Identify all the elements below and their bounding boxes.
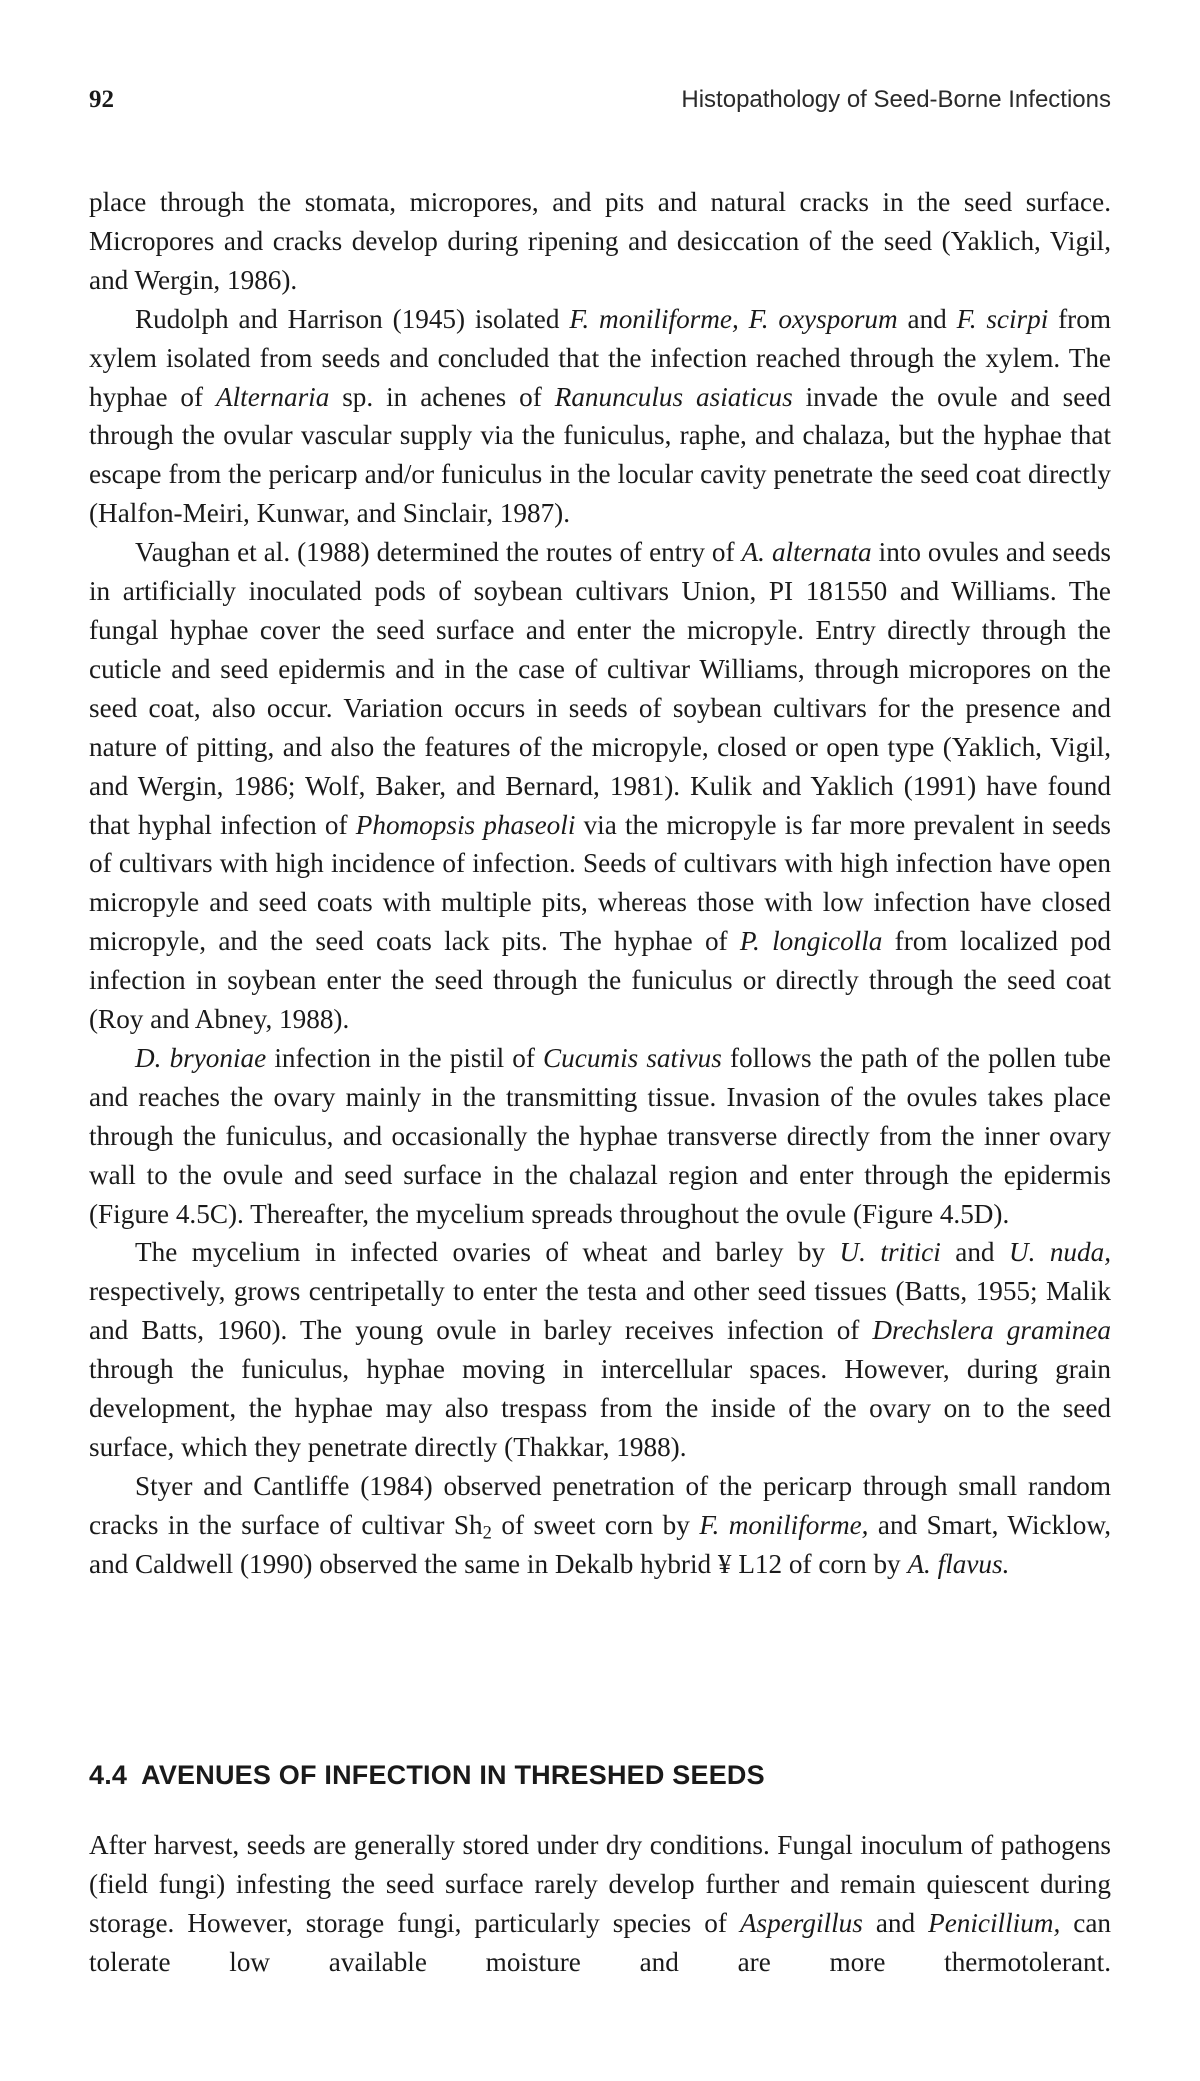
text-run: through the funiculus, hyphae moving in intercellular spaces. However, during grain development, the hyphae may also trespass from the inside of the ovary on to the seed surface, which they penetrate directly (Thakkar, 1988).: [89, 1354, 1111, 1462]
text-run: place through the stomata, micropores, and pits and natural cracks in the seed surface. Micropores and cracks develop during ripening and desiccation of the seed (Yaklich, Vigil, and Wergin, 1986).: [89, 187, 1111, 295]
italic-text: A. flavus.: [907, 1548, 1010, 1579]
italic-text: F. scirpi: [956, 303, 1049, 334]
text-run: Rudolph and Harrison (1945) isolated: [135, 303, 570, 334]
text-run: can tolerate low available moisture and are more thermotolerant.: [89, 1907, 1111, 1977]
section-number: 4.4: [89, 1760, 128, 1790]
italic-text: F. moniliforme,: [699, 1509, 869, 1540]
text-run: The mycelium in infected ovaries of wheat and barley by: [135, 1237, 840, 1268]
paragraph: [89, 183, 1111, 300]
paragraph: [89, 300, 1111, 533]
paragraph: [89, 1039, 1111, 1234]
italic-text: U. nuda,: [1008, 1237, 1111, 1268]
section-paragraph: [89, 1826, 1111, 1982]
text-run: from xylem isolated from seeds and concluded that the infection reached through the xylem. The hyphae of: [89, 303, 1111, 412]
body-text: [89, 183, 1111, 1584]
text-run: After harvest, seeds are generally stored under dry conditions. Fungal inoculum of pathogens (field fungi) infesting the seed surface rarely develop further and remain quiescent during storage. However, storage fungi, particularly species of: [89, 1830, 1111, 1938]
section-body: [89, 1826, 1111, 1982]
text-run: and Smart, Wicklow, and Caldwell (1990) observed the same in Dekalb hybrid ¥ L12 of corn by: [89, 1509, 1112, 1579]
text-run: from localized pod infection in soybean enter the seed through the funiculus or directly through the seed coat (Roy and Abney, 1988).: [89, 926, 1112, 1035]
running-header: [89, 86, 1111, 126]
text-run: respectively, grows centripetally to enter the testa and other seed tissues (Batts, 1955; Malik and Batts, 1960). The young ovule in barley receives infection of: [89, 1276, 1111, 1346]
italic-text: Ranunculus asiaticus: [554, 381, 793, 412]
text-run: infection in the pistil of: [266, 1042, 544, 1073]
subscript-text: 2: [482, 1522, 492, 1543]
text-run: into ovules and seeds in artificially inoculated pods of soybean cultivars Union, PI 181550 and Williams. The fungal hyphae cover the seed surface and enter the micropyle. Entry directly through the cuticle and seed epidermis and in the case of cultivar Williams, through micropores on the seed coat, also occur. Variation occurs in seeds of soybean cultivars for the presence and nature of pitting, and also the features of the micropyle, closed or open type (Yaklich, Vigil, and Wergin, 1986; Wolf, Baker, and Bernard, 1981). Kulik and Yaklich (1991) have found that hyphal infection of: [89, 537, 1112, 840]
running-title: Histopathology of Seed-Borne Infections: [681, 86, 1111, 113]
italic-text: U. tritici: [839, 1237, 941, 1268]
paragraph: [89, 1467, 1111, 1584]
text-run: and: [940, 1237, 1009, 1268]
italic-text: Penicillium,: [928, 1907, 1061, 1938]
text-run: Vaughan et al. (1988) determined the routes of entry of: [135, 537, 742, 568]
page-number: 92: [89, 86, 114, 113]
text-run: via the micropyle is far more prevalent in seeds of cultivars with high incidence of infection. Seeds of cultivars with high infection have open micropyle and seed coats with multiple pits, whereas those with low infection have closed micropyle, and the seed coats lack pits. The hyphae of: [89, 809, 1111, 957]
text-run: and: [897, 303, 957, 334]
section-title: AVENUES OF INFECTION IN THRESHED SEEDS: [141, 1760, 765, 1790]
text-run: of sweet corn by: [491, 1509, 700, 1540]
text-run: invade the ovule and seed through the ovular vascular supply via the funiculus, raphe, and chalaza, but the hyphae that escape from the pericarp and/or funiculus in the locular cavity penetrate the seed coat directly (Halfon-Meiri, Kunwar, and Sinclair, 1987).: [89, 381, 1111, 529]
italic-text: Aspergillus: [739, 1907, 863, 1938]
italic-text: A. alternata: [741, 537, 872, 568]
paragraph: [89, 1233, 1111, 1466]
text-run: sp. in achenes of: [329, 381, 555, 412]
italic-text: D. bryoniae: [135, 1042, 267, 1073]
section-heading: [89, 1760, 1111, 1791]
text-run: Styer and Cantliffe (1984) observed penetration of the pericarp through small random cracks in the surface of cultivar Sh: [89, 1470, 1111, 1540]
italic-text: Phomopsis phaseoli: [355, 809, 576, 840]
text-run: follows the path of the pollen tube and reaches the ovary mainly in the transmitting tissue. Invasion of the ovules takes place through the funiculus, and occasionally the hyphae transverse directly from the inner ovary wall to the ovule and seed surface in the chalazal region and enter through the epidermis (Figure 4.5C). Thereafter, the mycelium spreads throughout the ovule (Figure 4.5D).: [89, 1042, 1111, 1229]
italic-text: P. longicolla: [739, 926, 883, 957]
italic-text: F. moniliforme, F. oxysporum: [569, 303, 898, 334]
paragraph: [89, 533, 1111, 1039]
italic-text: Cucumis sativus: [543, 1042, 722, 1073]
italic-text: Drechslera graminea: [872, 1315, 1111, 1346]
italic-text: Alternaria: [216, 381, 330, 412]
text-run: and: [862, 1907, 929, 1938]
